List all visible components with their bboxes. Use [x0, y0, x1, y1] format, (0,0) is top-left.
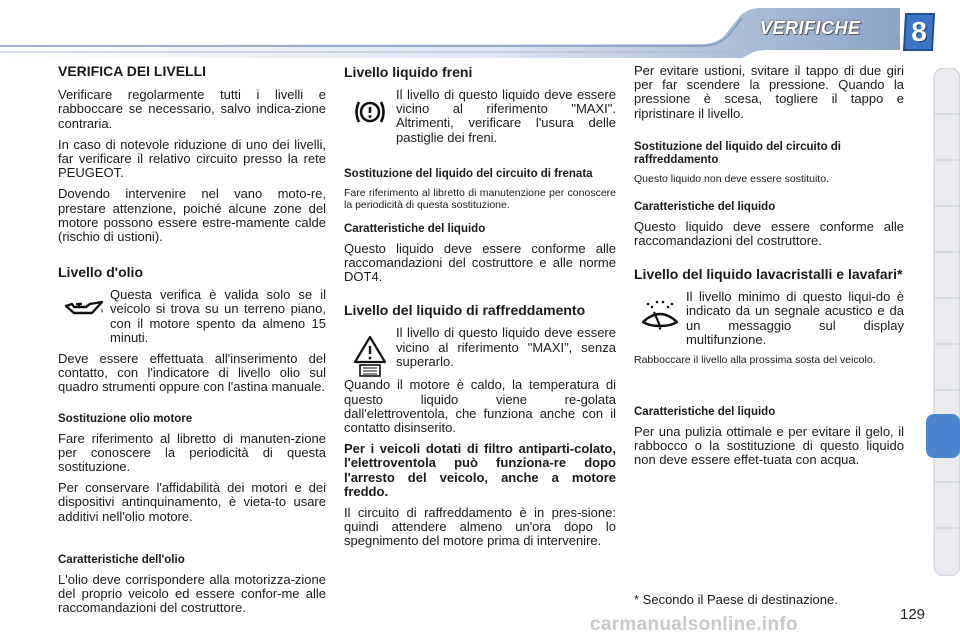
chapter-tabs	[926, 68, 960, 576]
paragraph: Fare riferimento al libretto di manuten-zione per conoscere la periodicità di questa sostituzione.	[58, 430, 326, 475]
paragraph: Quando il motore è caldo, la temperatura di questo liquido viene re-golata dall'elettroventola, che funziona anche con il contatto disinserito.	[344, 377, 616, 436]
brake-heading: Livello liquido freni	[344, 64, 473, 80]
oil-change-heading: Sostituzione olio motore	[58, 412, 193, 425]
brake-spec-heading: Caratteristiche del liquido	[344, 222, 486, 235]
section-title: VERIFICA DEI LIVELLI	[58, 63, 207, 79]
washer-icon-row	[634, 290, 904, 354]
oil-heading: Livello d'olio	[58, 264, 143, 281]
chapter-title: VERIFICHE	[760, 18, 861, 38]
coolant-change-heading: Sostituzione del liquido del circuito di raffreddamento	[634, 140, 842, 166]
paragraph: Rabboccare il livello alla prossima sosta del veicolo.	[634, 354, 876, 367]
paragraph: In caso di notevole riduzione di uno dei livelli, far verificare il relativo circuito presso la rete PEUGEOT.	[58, 136, 326, 181]
paragraph: Questo liquido non deve essere sostituito.	[634, 172, 829, 185]
coolant-heading: Livello del liquido di raffreddamento	[344, 302, 586, 319]
coolant-spec-heading: Caratteristiche del liquido	[634, 200, 776, 213]
paragraph: Per conservare l'affidabilità dei motori e dei dispositivi antinquinamento, è vieta-to usare additivi nell'olio motore.	[58, 480, 326, 524]
paragraph: Il livello minimo di questo liqui-do è indicato da un segnale acustico e da un messaggio sul display multifunzione.	[686, 289, 904, 347]
paragraph: Verificare regolarmente tutti i livelli e rabboccare se necessario, salvo indica-zione contraria.	[58, 87, 326, 131]
paragraph: Questo liquido deve essere conforme alle raccomandazioni del costruttore.	[634, 218, 904, 249]
brake-change-heading: Sostituzione del liquido del circuito di frenata	[344, 167, 593, 180]
coolant-icon-row	[344, 326, 616, 378]
paragraph-bold: Per i veicoli dotati di filtro antiparti-colato, l'elettroventola può funziona-re dopo l'arresto del veicolo, anche a motore freddo.	[344, 441, 616, 499]
paragraph: Fare riferimento al libretto di manutenzione per conoscere la periodicità di questa sostituzione.	[344, 186, 616, 211]
paragraph: Per una pulizia ottimale e per evitare il gelo, il rabbocco o la sostituzione di questo liquido non deve essere effet-tuata con acqua.	[634, 424, 904, 468]
footnote: * Secondo il Paese di destinazione.	[634, 592, 838, 607]
washer-heading: Livello del liquido lavacristalli e lavafari*	[634, 266, 903, 283]
paragraph: Dovendo intervenire nel vano moto-re, prestare attenzione, poiché alcune zone del motore possono essere estre-mamente calde (rischio di ustioni).	[58, 186, 326, 245]
washer-spec-heading: Caratteristiche del liquido	[634, 406, 776, 419]
paragraph: Per evitare ustioni, svitare il tappo di due giri per far scendere la pressione. Quando la pressione è scesa, togliere il tappo e ripristinare il livello.	[634, 63, 904, 121]
paragraph: Deve essere effettuata all'inserimento del contatto, con l'indicatore di livello olio sul quadro strumenti oppure con l'astina manuale.	[58, 351, 326, 395]
oil-spec-heading: Caratteristiche dell'olio	[58, 553, 185, 566]
paragraph: L'olio deve corrispondere alla motorizza-zione del proprio veicolo ed essere confor-me alle raccomandazioni del costruttore.	[58, 571, 326, 616]
brake-icon-row	[344, 88, 616, 152]
watermark: carmanualsonline.info	[590, 614, 798, 635]
paragraph: Il circuito di raffreddamento è in pres-sione: quindi attendere almeno un'ora dopo lo spegnimento del motore prima di intervenire.	[344, 505, 616, 549]
oil-icon-row	[58, 288, 326, 352]
paragraph: Questa verifica è valida solo se il veicolo si trova su un terreno piano, con il motore spento da almeno 15 minuti.	[110, 287, 326, 345]
right-column	[634, 64, 904, 475]
chapter-number: 8	[911, 16, 927, 47]
oil-can-icon	[62, 296, 106, 322]
paragraph: Il livello di questo liquido deve essere vicino al riferimento "MAXI". Altrimenti, verificare l'usura delle pastiglie dei freni.	[396, 87, 616, 145]
left-column	[58, 64, 326, 622]
paragraph: Il livello di questo liquido deve essere vicino al riferimento "MAXI", senza superarlo.	[396, 325, 616, 369]
brake-warning-icon	[351, 96, 389, 128]
paragraph: Questo liquido deve essere conforme alle raccomandazioni del costruttore e alle norme DOT4.	[344, 240, 616, 285]
page-number: 129	[900, 606, 926, 623]
middle-column	[344, 64, 616, 556]
hot-coolant-warning-icon	[352, 334, 388, 378]
washer-fluid-icon	[638, 298, 682, 334]
